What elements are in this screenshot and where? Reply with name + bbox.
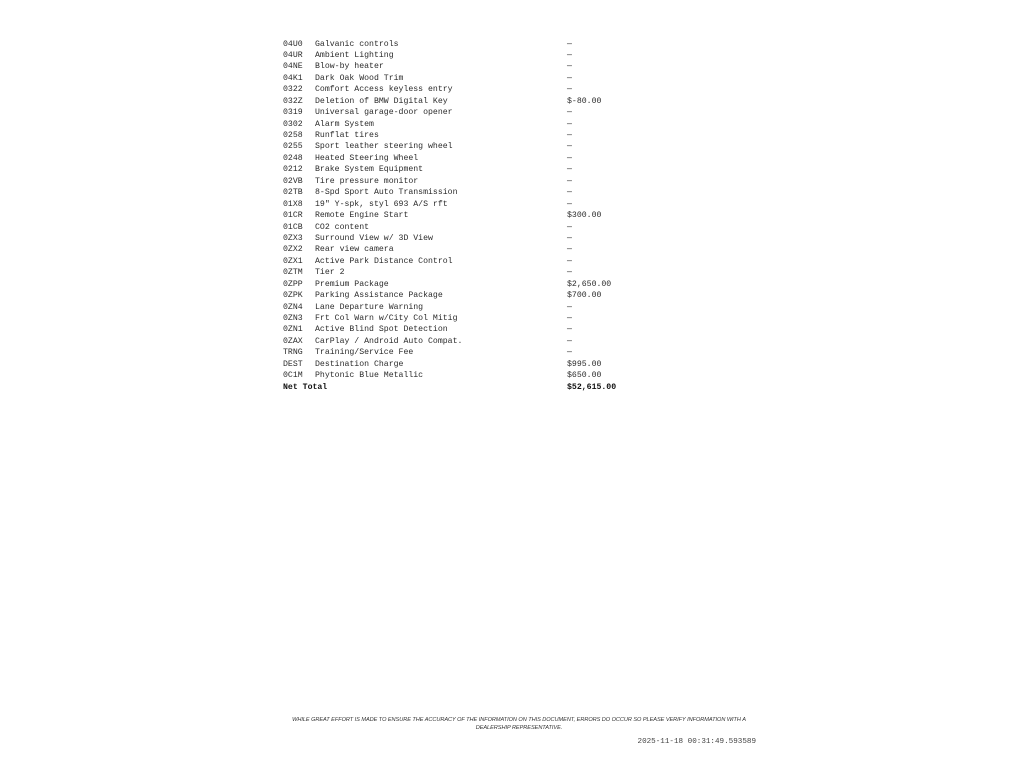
- option-description: Active Blind Spot Detection: [315, 325, 448, 335]
- option-description: 8-Spd Sport Auto Transmission: [315, 188, 458, 198]
- option-description: Rear view camera: [315, 245, 394, 255]
- option-row: [283, 39, 703, 50]
- option-code: 0302: [283, 119, 303, 129]
- option-price: —: [567, 256, 572, 266]
- option-row: [283, 164, 703, 175]
- option-code: 0C1M: [283, 371, 303, 381]
- option-code: TRNG: [283, 348, 303, 358]
- option-row: [283, 96, 703, 107]
- option-description: 19" Y-spk, styl 693 A/S rft: [315, 199, 448, 209]
- option-price: —: [567, 176, 572, 186]
- option-row: [283, 119, 703, 130]
- option-description: Surround View w/ 3D View: [315, 233, 433, 243]
- option-description: Heated Steering Wheel: [315, 153, 419, 163]
- option-description: Tier 2: [315, 268, 345, 278]
- option-price: $300.00: [567, 211, 602, 221]
- option-description: Brake System Equipment: [315, 165, 424, 175]
- option-row: [283, 347, 703, 358]
- option-price: —: [567, 188, 572, 198]
- option-description: Ambient Lighting: [315, 50, 394, 60]
- option-row: [283, 290, 703, 301]
- option-description: Universal garage-door opener: [315, 108, 453, 118]
- option-description: Deletion of BMW Digital Key: [315, 96, 448, 106]
- option-code: 0ZN4: [283, 302, 303, 312]
- option-price: —: [567, 142, 572, 152]
- option-code: 0ZX1: [283, 256, 303, 266]
- option-code: 0ZN3: [283, 314, 303, 323]
- option-row: [283, 244, 703, 255]
- option-price: —: [567, 348, 572, 358]
- option-description: Destination Charge: [315, 359, 404, 369]
- option-description: Sport leather steering wheel: [315, 142, 453, 152]
- option-price: —: [567, 199, 572, 209]
- option-price: $2,650.00: [567, 279, 612, 289]
- option-row: [283, 141, 703, 152]
- option-code: 04K1: [283, 73, 303, 83]
- option-row: [283, 130, 703, 141]
- option-code: 04U0: [283, 39, 303, 49]
- option-price: —: [567, 302, 572, 312]
- option-row: [283, 73, 703, 84]
- option-price: —: [567, 73, 572, 83]
- option-row: [283, 233, 703, 244]
- option-price: —: [567, 245, 572, 255]
- option-price: —: [567, 108, 572, 118]
- option-description: Runflat tires: [315, 131, 379, 140]
- option-row: [283, 84, 703, 95]
- option-description: Remote Engine Start: [315, 211, 409, 221]
- option-code: 0ZPP: [283, 279, 303, 289]
- option-row: [283, 50, 703, 61]
- print-timestamp: 2025-11-18 00:31:49.593589: [637, 738, 756, 746]
- option-row: [283, 267, 703, 278]
- option-code: 0322: [283, 85, 303, 95]
- option-code: 04NE: [283, 62, 303, 72]
- option-code: 0248: [283, 153, 303, 163]
- option-code: 032Z: [283, 96, 303, 106]
- option-code: DEST: [283, 359, 303, 369]
- option-row: [283, 61, 703, 72]
- net-total-label: Net Total: [283, 382, 328, 392]
- option-price: $-80.00: [567, 96, 602, 106]
- option-price: $995.00: [567, 359, 602, 369]
- option-price: —: [567, 50, 572, 60]
- option-description: Comfort Access keyless entry: [315, 85, 453, 95]
- option-row: [283, 370, 703, 381]
- option-price: —: [567, 222, 572, 232]
- option-code: 0ZAX: [283, 336, 303, 346]
- option-code: 01CB: [283, 222, 303, 232]
- option-price: —: [567, 336, 572, 346]
- option-row: [283, 359, 703, 370]
- option-description: Parking Assistance Package: [315, 291, 443, 301]
- option-description: Premium Package: [315, 279, 389, 289]
- option-description: Training/Service Fee: [315, 348, 414, 358]
- option-description: CarPlay / Android Auto Compat.: [315, 336, 463, 346]
- option-row: [283, 302, 703, 313]
- option-code: 01X8: [283, 199, 303, 209]
- option-row: [283, 336, 703, 347]
- option-row: [283, 107, 703, 118]
- option-row: [283, 222, 703, 233]
- option-price: —: [567, 39, 572, 49]
- option-price: —: [567, 62, 572, 72]
- option-description: Active Park Distance Control: [315, 256, 453, 266]
- option-code: 0ZX3: [283, 233, 303, 243]
- option-row: [283, 324, 703, 335]
- option-price: —: [567, 85, 572, 95]
- option-row: [283, 187, 703, 198]
- option-code: 0258: [283, 131, 303, 140]
- option-price: $650.00: [567, 371, 602, 381]
- option-description: Dark Oak Wood Trim: [315, 73, 404, 83]
- option-description: Frt Col Warn w/City Col Mitig: [315, 314, 458, 323]
- disclaimer-text: WHILE GREAT EFFORT IS MADE TO ENSURE THE ACCURACY OF THE INFORMATION ON THIS DOCUMENT, ERRORS DO OCCUR SO PLEASE VERIFY INFORMATION WITH A DEALERSHIP REPRESENTATIVE.: [292, 717, 746, 731]
- option-row: [283, 199, 703, 210]
- net-total-value: $52,615.00: [567, 382, 617, 392]
- option-code: 01CR: [283, 211, 303, 221]
- option-price: —: [567, 165, 572, 175]
- option-code: 0ZPK: [283, 291, 303, 301]
- option-code: 0ZTM: [283, 268, 303, 278]
- option-code: 0212: [283, 165, 303, 175]
- option-description: Phytonic Blue Metallic: [315, 371, 424, 381]
- option-row: [283, 313, 703, 324]
- net-total-row: [283, 382, 703, 393]
- option-code: 0ZX2: [283, 245, 303, 255]
- option-rows: [283, 39, 703, 382]
- option-row: [283, 256, 703, 267]
- option-price: —: [567, 131, 572, 140]
- option-description: Alarm System: [315, 119, 374, 129]
- option-code: 02TB: [283, 188, 303, 198]
- option-row: [283, 210, 703, 221]
- option-row: [283, 279, 703, 290]
- option-description: CO2 content: [315, 222, 370, 232]
- option-code: 0255: [283, 142, 303, 152]
- option-price: —: [567, 119, 572, 129]
- option-code: 0319: [283, 108, 303, 118]
- option-row: [283, 153, 703, 164]
- option-list: [283, 39, 703, 394]
- option-price: —: [567, 153, 572, 163]
- option-price: —: [567, 233, 572, 243]
- option-row: [283, 176, 703, 187]
- option-price: $700.00: [567, 291, 602, 301]
- option-description: Tire pressure monitor: [315, 176, 419, 186]
- option-price: —: [567, 314, 572, 323]
- option-code: 0ZN1: [283, 325, 303, 335]
- option-price: —: [567, 325, 572, 335]
- option-description: Blow-by heater: [315, 62, 384, 72]
- option-price: —: [567, 268, 572, 278]
- option-description: Lane Departure Warning: [315, 302, 424, 312]
- option-description: Galvanic controls: [315, 39, 399, 49]
- option-code: 02VB: [283, 176, 303, 186]
- option-code: 04UR: [283, 50, 303, 60]
